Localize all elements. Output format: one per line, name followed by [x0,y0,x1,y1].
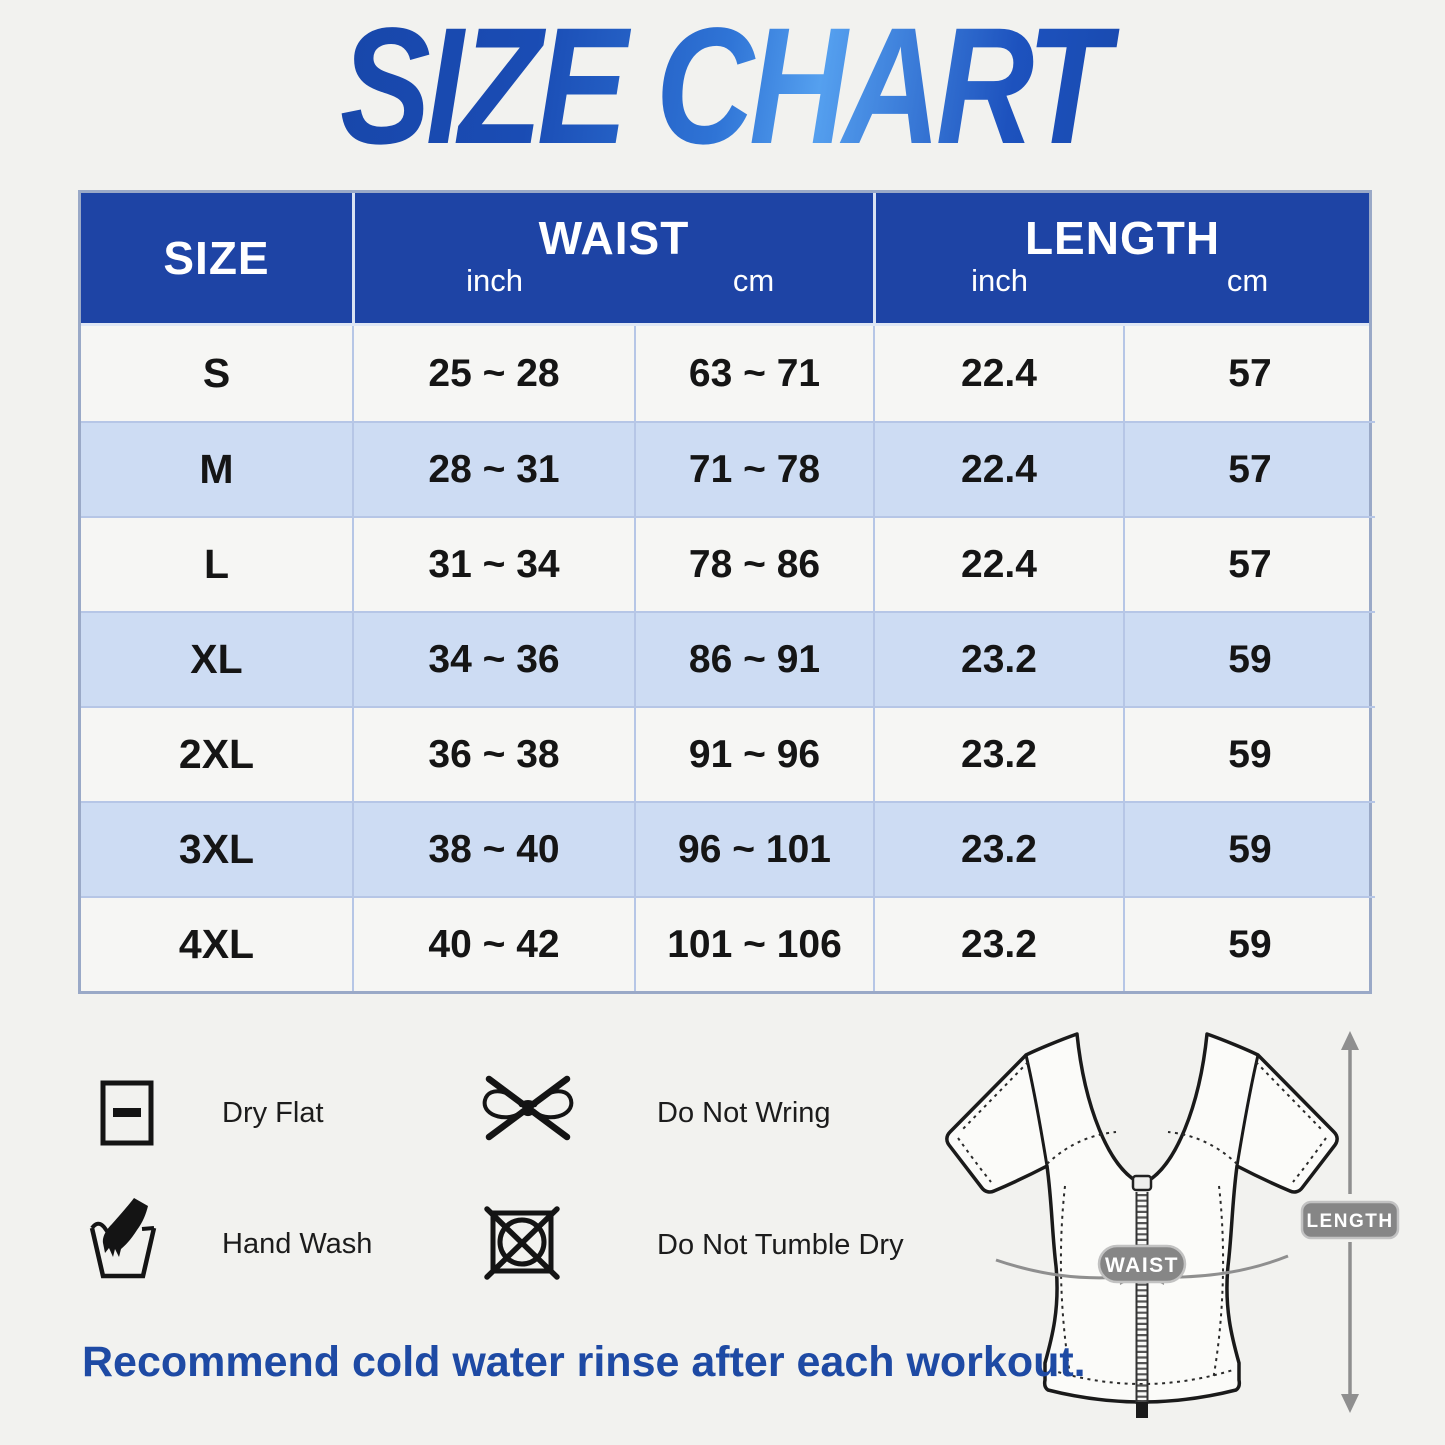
length-inch-cell: 23.2 [873,611,1123,706]
size-cell: M [81,421,352,516]
length-cm-cell: 59 [1123,611,1375,706]
care-label-hand-wash: Hand Wash [222,1228,373,1260]
waist-cm-unit-label: cm [732,263,775,298]
waist-badge-label: WAIST [1105,1254,1179,1277]
size-cell: S [202,350,231,396]
waist-inch-cell: 38 ~ 40 [352,801,634,896]
waist-inch-cell: 28 ~ 31 [352,421,634,516]
waist-cm-cell: 86 ~ 91 [634,611,873,706]
waist-cm-cell: 96 ~ 101 [634,801,873,896]
length-badge-label: LENGTH [1306,1211,1394,1232]
header-waist-label: WAIST [538,212,690,264]
size-cell: 3XL [81,801,352,896]
length-cm-cell: 57 [1123,326,1375,421]
length-inch-cell: 23.2 [873,896,1123,991]
waist-inch-cell: 34 ~ 36 [352,611,634,706]
length-cm-cell: 59 [1123,896,1375,991]
waist-inch-cell: 36 ~ 38 [352,706,634,801]
waist-cm-cell: 91 ~ 96 [634,706,873,801]
length-cm-cell: 59 [1123,706,1375,801]
length-inch-cell: 23.2 [873,706,1123,801]
header-waist-units [355,263,873,299]
length-inch-cell: 22.4 [873,516,1123,611]
table-row-l [81,516,1369,611]
waist-cm-cell: 101 ~ 106 [634,896,873,991]
waist-badge [1099,1246,1185,1282]
table-header-row [81,193,1369,326]
footer-note: Recommend cold water rinse after each workout. [82,1338,1086,1386]
hand-wash-icon [88,1196,158,1280]
waist-cm-cell: 78 ~ 86 [634,516,873,611]
table-row-3xl [81,801,1369,896]
care-label-do-not-wring: Do Not Wring [657,1097,831,1129]
waist-cm-cell: 71 ~ 78 [634,421,873,516]
table-row-4xl [81,896,1369,991]
size-chart-table [78,190,1372,994]
table-row-2xl [81,706,1369,801]
length-inch-cell: 22.4 [873,421,1123,516]
waist-inch-cell: 31 ~ 34 [352,516,634,611]
length-inch-cell: 22.4 [873,326,1123,421]
table-row-xl [81,611,1369,706]
table-row-m [81,421,1369,516]
size-cell: XL [81,611,352,706]
length-inch-cell: 23.2 [873,801,1123,896]
page-title: SIZE CHART [130,4,1315,170]
waist-cm-cell: 63 ~ 71 [634,326,873,421]
size-cell: 4XL [81,896,352,991]
header-size: SIZE [163,232,270,284]
waist-inch-cell: 25 ~ 28 [352,326,634,421]
care-label-dry-flat: Dry Flat [222,1097,324,1129]
size-cell: L [81,516,352,611]
care-label-do-not-tumble-dry: Do Not Tumble Dry [657,1229,904,1261]
header-length-group [873,193,1369,323]
table-row-s [81,326,1369,421]
waist-inch-unit-label: inch [466,263,523,298]
length-cm-cell: 57 [1123,516,1375,611]
header-length-label: LENGTH [1024,212,1221,264]
waist-inch-cell: 40 ~ 42 [352,896,634,991]
dry-flat-icon [100,1080,154,1146]
size-cell: 2XL [81,706,352,801]
do-not-wring-icon [476,1072,580,1146]
length-inch-unit-label: inch [971,263,1028,298]
length-cm-cell: 57 [1123,421,1375,516]
length-cm-cell: 59 [1123,801,1375,896]
length-cm-unit-label: cm [1226,263,1269,298]
do-not-tumble-dry-icon [482,1206,562,1282]
table-body [81,326,1369,991]
header-waist-group [352,193,873,323]
header-length-units [876,263,1369,299]
length-badge [1302,1202,1398,1238]
